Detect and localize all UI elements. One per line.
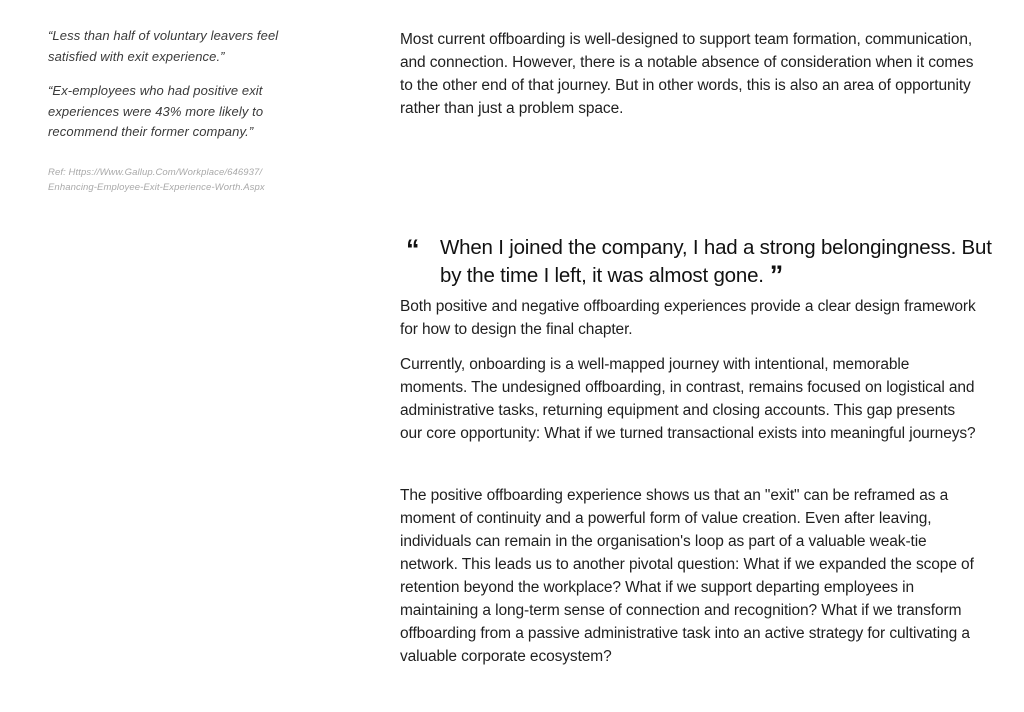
body-paragraph-opportunity: The positive offboarding experience shows us that an "exit" can be reframed as a moment of continuity and a powerful form of value creation. Even after leaving, individuals can remain in the organisation's loop as part of a valuable weak-tie network. This leads us to another pivotal question: What if we expanded the scope of retention beyond the workplace? What if we support departing employees in maintaining a long-term sense of connection and recognition? What if we transform offboarding from a passive administrative task into an active strategy for cultivating a valuable corporate ecosystem? — [400, 487, 974, 665]
body-paragraph-current-state: Currently, onboarding is a well-mapped journey with intentional, memorable moments. The undesigned offboarding, in contrast, remains focused on logistical and administrative tasks, returning equipment and closing accounts. This gap presents our core opportunity: What if we turned transactional exists into meaningful journeys? — [400, 356, 976, 442]
intro-paragraph: Most current offboarding is well-designed to support team formation, communication, and connection. However, there is a notable absence of consideration when it comes to the other end of that journey. But in other words, this is also an area of opportunity rather than just a problem space. — [400, 31, 974, 117]
pull-quote — [406, 234, 1021, 289]
reference-line-2: Enhancing-Employee-Exit-Experience-Worth.Aspx — [48, 181, 265, 193]
sidebar-quote-2: “Ex-employees who had positive exit experiences were 43% more likely to recommend their former company.” — [48, 83, 264, 139]
pull-quote-text: When I joined the company, I had a strong belongingness. But by the time I left, it was almost gone. — [440, 236, 992, 287]
sidebar — [48, 26, 293, 195]
closing-quote-mark: ” — [769, 259, 782, 290]
sidebar-quote-1: “Less than half of voluntary leavers feel satisfied with exit experience.” — [48, 28, 279, 64]
body-paragraph-framework: Both positive and negative offboarding experiences provide a clear design framework for how to design the final chapter. — [400, 298, 976, 338]
reference-citation — [48, 165, 293, 195]
pull-quote-body — [440, 234, 992, 289]
opening-quote-mark: “ — [406, 234, 418, 264]
reference-line-1: Ref: Https://Www.Gallup.Com/Workplace/646937/ — [48, 166, 263, 178]
